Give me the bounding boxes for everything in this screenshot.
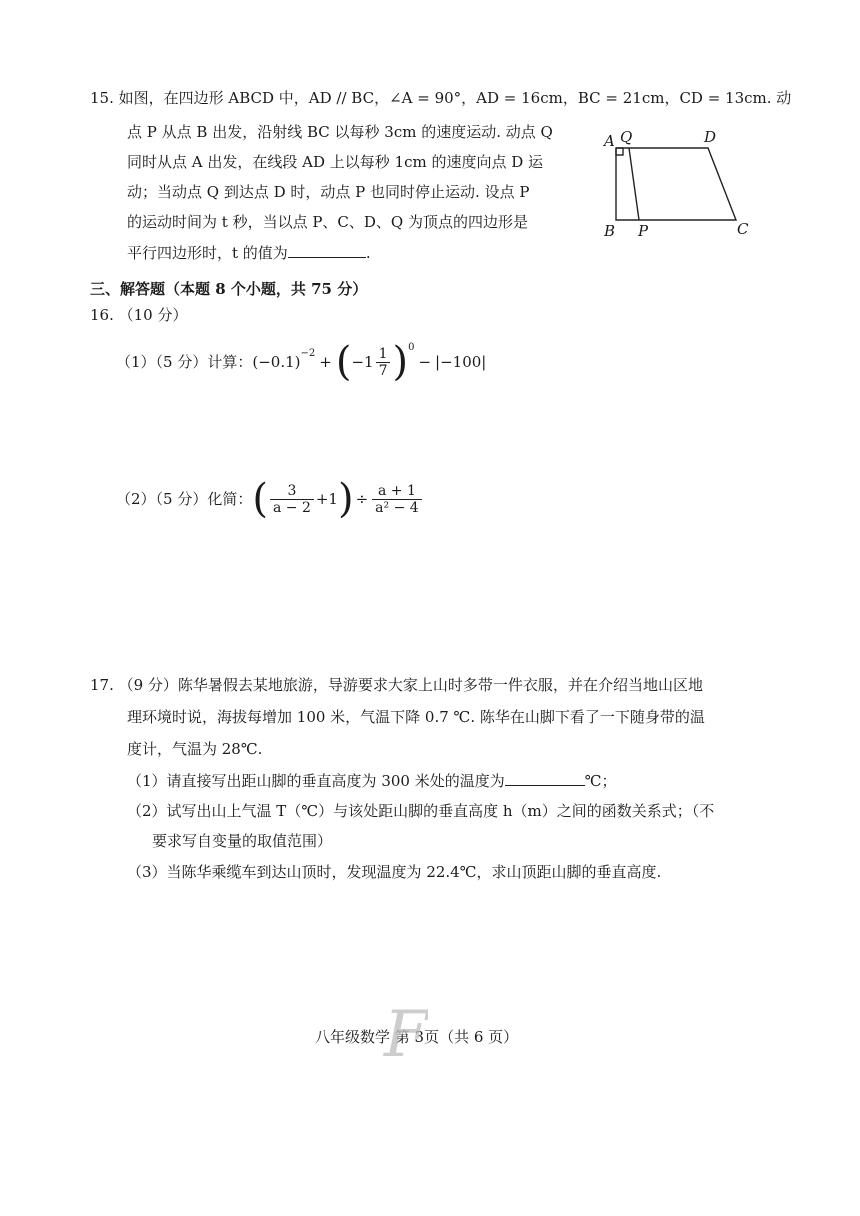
q17-item1-suffix: ℃； — [584, 772, 617, 790]
q16-p1-lparen: ( — [335, 339, 352, 385]
q16-p2-lparen: ( — [252, 476, 268, 522]
q16-p2-div: ÷ — [355, 490, 369, 508]
q16-p1-exp: −2 — [300, 348, 316, 359]
watermark-letter: F — [384, 1000, 428, 1064]
label-c: C — [737, 220, 749, 238]
q17-line3: 度计，气温为 28℃. — [127, 740, 263, 758]
label-d: D — [704, 128, 717, 146]
q17-item1 — [127, 771, 617, 791]
q16-p1-zero: 0 — [408, 342, 415, 353]
q17-line1: 17. （9 分）陈华暑假去某地旅游，导游要求大家上山时多带一件衣服，并在介绍当地山区地 — [90, 676, 703, 694]
watermark-logo — [380, 1000, 428, 1064]
segment-pq — [629, 148, 639, 220]
q16-p1-abs: |−100| — [435, 353, 487, 371]
q16-part1-label: （1）（5 分）计算： — [116, 353, 253, 371]
q15-line6 — [127, 243, 371, 263]
page-footer: 八年级数学 第 3页（共 6 页） — [315, 1028, 519, 1046]
q16-p2-d2: a² − 4 — [372, 499, 422, 516]
q16-header: 16. （10 分） — [90, 306, 188, 324]
q16-part2 — [116, 475, 424, 523]
label-b: B — [604, 222, 616, 240]
q16-p2-frac1 — [270, 483, 314, 516]
q16-p2-frac2 — [372, 483, 422, 516]
section3-heading: 三、解答题（本题 8 个小题，共 75 分） — [90, 280, 368, 298]
label-q: Q — [620, 128, 633, 146]
q17-answer-blank — [505, 771, 585, 786]
q16-p2-n1: 3 — [287, 482, 297, 499]
q15-line1: 15. 如图，在四边形 ABCD 中，AD // BC，∠A = 90°，AD = 16cm，BC = 21cm，CD = 13cm. 动 — [90, 89, 792, 107]
q15-line5: 的运动时间为 t 秒，当以点 P、C、D、Q 为顶点的四边形是 — [127, 213, 528, 231]
q15-answer-blank — [288, 243, 366, 258]
q17-item1-prefix: （1）请直接写出距山脚的垂直高度为 300 米处的温度为 — [127, 772, 505, 790]
q16-p2-rparen: ) — [337, 476, 354, 522]
q16-p1-plus: + — [319, 353, 332, 371]
q16-part2-label: （2）（5 分）化简： — [116, 490, 253, 508]
q16-p1-minus: − — [418, 353, 432, 371]
q17-item3: （3）当陈华乘缆车到达山顶时，发现温度为 22.4℃，求山顶距山脚的垂直高度. — [127, 863, 662, 881]
q17-item2-line2: 要求写自变量的取值范围） — [152, 832, 333, 850]
q16-part1 — [116, 340, 486, 384]
q16-p2-n2: a + 1 — [377, 482, 416, 499]
q16-p1-base: (−0.1) — [252, 353, 301, 371]
label-p: P — [638, 222, 649, 240]
q16-p1-den: 7 — [376, 362, 391, 379]
q15-line6-suffix: . — [365, 244, 371, 262]
q16-p1-num: 1 — [378, 345, 388, 362]
right-angle-mark — [616, 148, 623, 155]
q16-p2-plus1: +1 — [315, 490, 338, 508]
q15-line3: 同时从点 A 出发，在线段 AD 上以每秒 1cm 的速度向点 D 运 — [127, 153, 544, 171]
q16-p1-whole: −1 — [351, 353, 374, 371]
q15-line6-prefix: 平行四边形时，t 的值为 — [127, 244, 288, 262]
q15-line4: 动；当动点 Q 到达点 D 时，动点 P 也同时停止运动. 设点 P — [127, 183, 530, 201]
q17-line2: 理环境时说，海拔每增加 100 米，气温下降 0.7 ℃. 陈华在山脚下看了一下随身带的温 — [127, 708, 705, 726]
q16-p2-d1: a − 2 — [270, 499, 314, 516]
label-a: A — [604, 132, 615, 150]
q16-p1-frac — [376, 346, 391, 379]
q17-item2-line1: （2）试写出山上气温 T（℃）与该处距山脚的垂直高度 h（m）之间的函数关系式；（不 — [127, 802, 715, 820]
quadrilateral-figure — [598, 124, 758, 244]
q15-line2: 点 P 从点 B 出发，沿射线 BC 以每秒 3cm 的速度运动. 动点 Q — [127, 123, 553, 141]
q16-p1-rparen: ) — [392, 339, 409, 385]
